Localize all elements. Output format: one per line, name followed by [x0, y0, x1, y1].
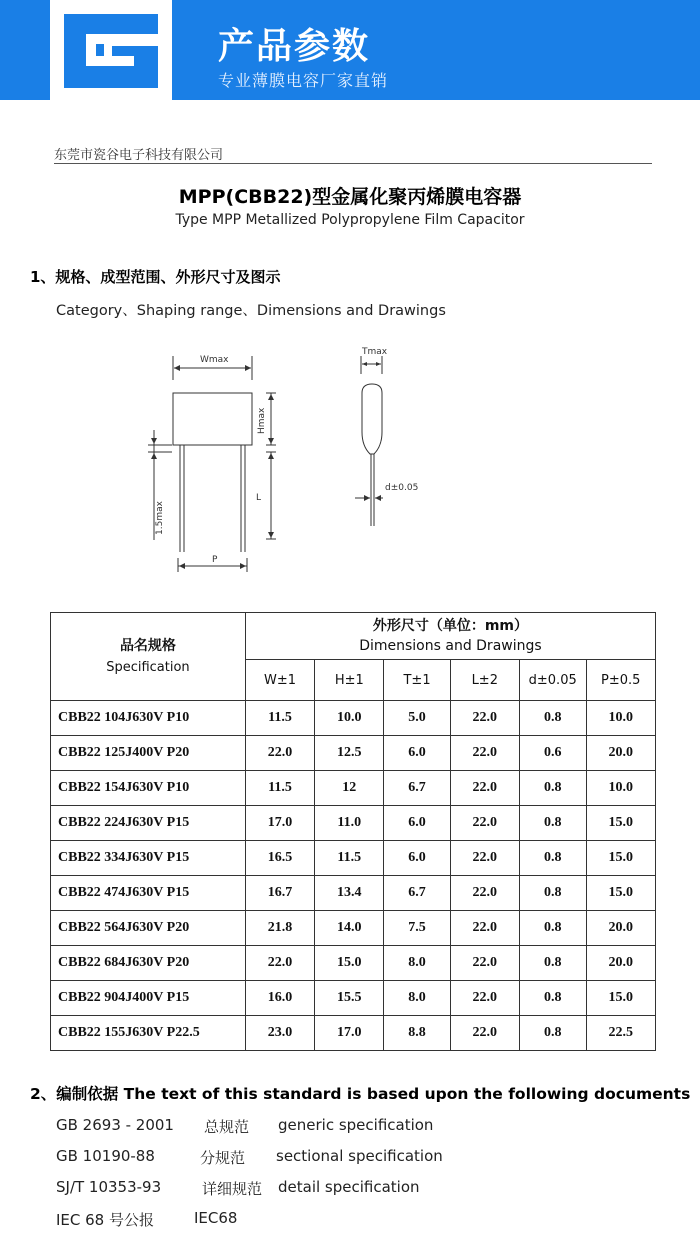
cell-p: 15.0 [586, 806, 655, 841]
table-row [51, 736, 656, 771]
cell-l: 22.0 [450, 806, 519, 841]
table-row [51, 806, 656, 841]
col-l: L±2 [450, 660, 519, 701]
cell-d: 0.8 [519, 946, 586, 981]
cell-l: 22.0 [450, 876, 519, 911]
cell-d: 0.8 [519, 771, 586, 806]
cell-name: CBB22 334J630V P15 [51, 841, 246, 876]
cell-l: 22.0 [450, 911, 519, 946]
cell-w: 17.0 [245, 806, 314, 841]
cell-t: 8.0 [384, 946, 450, 981]
table-row [51, 841, 656, 876]
cell-name: CBB22 154J630V P10 [51, 771, 246, 806]
cell-t: 5.0 [384, 701, 450, 736]
cell-w: 11.5 [245, 771, 314, 806]
table-row [51, 771, 656, 806]
cell-p: 20.0 [586, 911, 655, 946]
cell-w: 11.5 [245, 701, 314, 736]
reference-code: SJ/T 10353-93 [56, 1178, 162, 1196]
divider [54, 163, 652, 164]
cell-t: 6.0 [384, 736, 450, 771]
document-title: MPP(CBB22)型金属化聚丙烯膜电容器 [178, 186, 522, 208]
section1-subheading: Category、Shaping range、Dimensions and Drawings [56, 303, 446, 319]
document-subtitle: Type MPP Metallized Polypropylene Film Capacitor [175, 212, 525, 228]
cell-w: 21.8 [245, 911, 314, 946]
reference-code: GB 10190-88 [56, 1147, 155, 1165]
cell-w: 16.7 [245, 876, 314, 911]
reference-code: GB 2693 - 2001 [56, 1116, 174, 1134]
table-row [51, 876, 656, 911]
label-lead-max: 1.5max [155, 501, 165, 535]
cell-h: 12 [315, 771, 384, 806]
company-logo [50, 0, 172, 100]
label-tmax: Tmax [362, 347, 388, 357]
table-row [51, 946, 656, 981]
cell-d: 0.6 [519, 736, 586, 771]
spec-table [50, 612, 656, 1051]
logo-icon [50, 0, 172, 100]
col-d: d±0.05 [519, 660, 586, 701]
section2-heading: 2、编制依据 The text of this standard is based upon the following documents [30, 1085, 691, 1103]
capacitor-drawing [140, 330, 440, 580]
label-wmax: Wmax [200, 355, 229, 365]
cell-d: 0.8 [519, 841, 586, 876]
cell-name: CBB22 125J400V P20 [51, 736, 246, 771]
cell-p: 20.0 [586, 736, 655, 771]
cell-w: 22.0 [245, 946, 314, 981]
cell-p: 15.0 [586, 876, 655, 911]
cell-d: 0.8 [519, 806, 586, 841]
banner-subtitle: 专业薄膜电容厂家直销 [218, 71, 389, 90]
cell-h: 14.0 [315, 911, 384, 946]
col-t: T±1 [384, 660, 450, 701]
reference-en: sectional specification [276, 1147, 443, 1165]
cell-name: CBB22 224J630V P15 [51, 806, 246, 841]
reference-en: detail specification [278, 1178, 420, 1196]
cell-l: 22.0 [450, 981, 519, 1016]
cell-d: 0.8 [519, 981, 586, 1016]
cell-p: 15.0 [586, 841, 655, 876]
cell-h: 12.5 [315, 736, 384, 771]
cell-d: 0.8 [519, 911, 586, 946]
cell-d: 0.8 [519, 876, 586, 911]
cell-name: CBB22 684J630V P20 [51, 946, 246, 981]
cell-h: 10.0 [315, 701, 384, 736]
reference-code: IEC 68 号公报 [56, 1211, 154, 1229]
cell-l: 22.0 [450, 1016, 519, 1051]
cell-name: CBB22 155J630V P22.5 [51, 1016, 246, 1051]
label-hmax: Hmax [257, 407, 267, 434]
cell-l: 22.0 [450, 946, 519, 981]
cell-d: 0.8 [519, 1016, 586, 1051]
company-name: 东莞市瓷谷电子科技有限公司 [54, 148, 224, 163]
label-p: P [212, 555, 218, 565]
label-l: L [256, 493, 262, 503]
cell-p: 15.0 [586, 981, 655, 1016]
cell-d: 0.8 [519, 701, 586, 736]
cell-l: 22.0 [450, 841, 519, 876]
spec-header [51, 613, 246, 701]
cell-p: 10.0 [586, 701, 655, 736]
banner-title: 产品参数 [218, 26, 371, 67]
col-p: P±0.5 [586, 660, 655, 701]
cell-t: 8.8 [384, 1016, 450, 1051]
cell-l: 22.0 [450, 771, 519, 806]
table-row [51, 701, 656, 736]
cell-h: 11.5 [315, 841, 384, 876]
reference-cn: 详细规范 [202, 1180, 263, 1198]
dimension-header [245, 613, 655, 660]
cell-name: CBB22 104J630V P10 [51, 701, 246, 736]
cell-w: 16.5 [245, 841, 314, 876]
cell-p: 22.5 [586, 1016, 655, 1051]
section1-heading: 1、规格、成型范围、外形尺寸及图示 [30, 268, 281, 286]
spec-header-cn: 品名规格 [119, 637, 176, 654]
table-row [51, 1016, 656, 1051]
cell-name: CBB22 564J630V P20 [51, 911, 246, 946]
cell-t: 6.7 [384, 771, 450, 806]
cell-h: 15.5 [315, 981, 384, 1016]
cell-t: 6.0 [384, 806, 450, 841]
cell-t: 6.7 [384, 876, 450, 911]
cell-l: 22.0 [450, 736, 519, 771]
reference-cn: 总规范 [204, 1118, 250, 1136]
cell-h: 17.0 [315, 1016, 384, 1051]
col-h: H±1 [315, 660, 384, 701]
cell-w: 22.0 [245, 736, 314, 771]
cell-h: 13.4 [315, 876, 384, 911]
dimension-header-cn: 外形尺寸（单位：mm） [372, 618, 529, 634]
header-banner [0, 0, 700, 100]
label-d: d±0.05 [385, 483, 419, 493]
cell-name: CBB22 904J400V P15 [51, 981, 246, 1016]
table-row [51, 981, 656, 1016]
cell-w: 23.0 [245, 1016, 314, 1051]
reference-en: generic specification [278, 1116, 434, 1134]
cell-p: 20.0 [586, 946, 655, 981]
cell-p: 10.0 [586, 771, 655, 806]
cell-w: 16.0 [245, 981, 314, 1016]
col-w: W±1 [245, 660, 314, 701]
cell-name: CBB22 474J630V P15 [51, 876, 246, 911]
reference-en: IEC68 [194, 1209, 238, 1227]
cell-h: 11.0 [315, 806, 384, 841]
cell-l: 22.0 [450, 701, 519, 736]
table-row [51, 911, 656, 946]
cell-t: 7.5 [384, 911, 450, 946]
dimension-header-en: Dimensions and Drawings [359, 638, 542, 654]
cell-t: 8.0 [384, 981, 450, 1016]
cell-h: 15.0 [315, 946, 384, 981]
spec-header-en: Specification [106, 659, 190, 675]
cell-t: 6.0 [384, 841, 450, 876]
reference-cn: 分规范 [200, 1149, 246, 1167]
